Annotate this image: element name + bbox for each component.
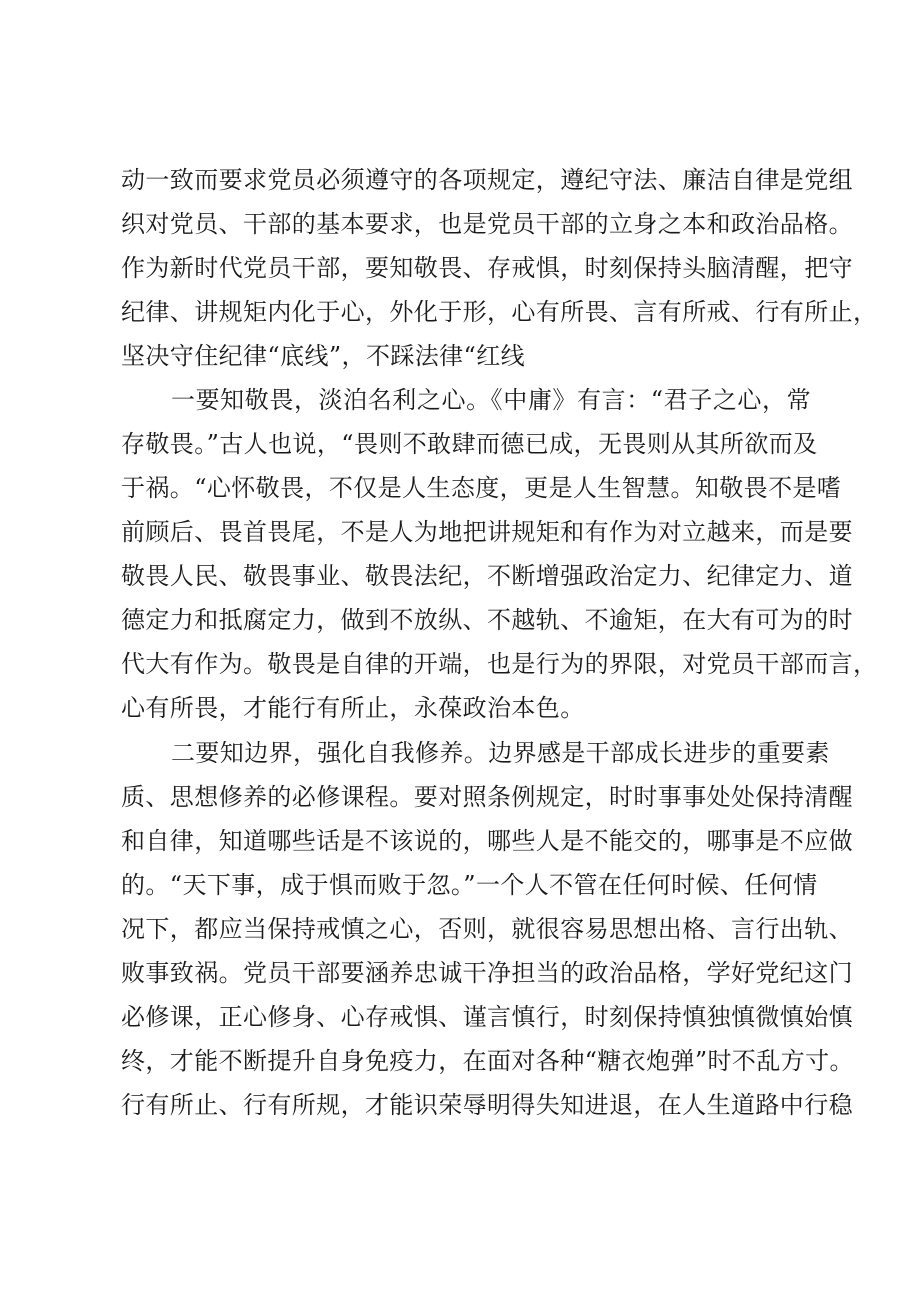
paragraph-know-boundaries: [121, 731, 854, 1127]
text-line: 纪律、讲规矩内化于心，外化于形，心有所畏、言有所戒、行有所止，: [121, 298, 878, 326]
text-line: 作为新时代党员干部，要知敬畏、存戒惧，时刻保持头脑清醒，把守: [121, 254, 853, 282]
text-line: 必修课，正心修身、心存戒惧、谨言慎行，时刻保持慎独慎微慎始慎: [121, 1003, 853, 1031]
text-line: 二要知边界，强化自我修养。边界感是干部成长进步的重要素: [171, 739, 830, 767]
text-line: 终，才能不断提升自身免疫力，在面对各种“糖衣炮弹”时不乱方寸。: [121, 1047, 854, 1075]
text-line: 坚决守住纪律“底线”，不踩法律“红线: [121, 342, 526, 370]
text-line: 动一致而要求党员必须遵守的各项规定，遵纪守法、廉洁自律是党组: [121, 166, 853, 194]
text-line: 代大有作为。敬畏是自律的开端，也是行为的界限，对党员干部而言，: [121, 650, 878, 678]
text-line: 织对党员、干部的基本要求，也是党员干部的立身之本和政治品格。: [121, 210, 853, 238]
text-line: 德定力和抵腐定力，做到不放纵、不越轨、不逾矩，在大有可为的时: [121, 606, 853, 634]
paragraph-know-awe: [121, 378, 878, 730]
text-line: 况下，都应当保持戒慎之心，否则，就很容易思想出格、言行出轨、: [121, 915, 853, 943]
text-line: 于祸。“心怀敬畏，不仅是人生态度，更是人生智慧。知敬畏不是嗜: [121, 474, 842, 502]
text-line: 行有所止、行有所规，才能识荣辱明得失知进退，在人生道路中行稳: [121, 1091, 853, 1119]
text-line: 的。“天下事，成于惧而败于忽。”一个人不管在任何时候、任何情: [121, 871, 818, 899]
paragraph-continued: [121, 158, 878, 378]
text-line: 存敬畏。”古人也说，“畏则不敢肆而德已成，无畏则从其所欲而及: [121, 430, 818, 458]
text-line: 败事致祸。党员干部要涵养忠诚干净担当的政治品格，学好党纪这门: [121, 959, 853, 987]
text-line: 一要知敬畏，淡泊名利之心。《中庸》有言：“君子之心，常: [171, 386, 811, 414]
text-line: 质、思想修养的必修课程。要对照条例规定，时时事事处处保持清醒: [121, 783, 853, 811]
text-line: 和自律，知道哪些话是不该说的，哪些人是不能交的，哪事是不应做: [121, 827, 853, 855]
text-line: 心有所畏，才能行有所止，永葆政治本色。: [121, 694, 585, 722]
text-line: 前顾后、畏首畏尾，不是人为地把讲规矩和有作为对立越来，而是要: [121, 518, 853, 546]
text-line: 敬畏人民、敬畏事业、敬畏法纪，不断增强政治定力、纪律定力、道: [121, 562, 853, 590]
